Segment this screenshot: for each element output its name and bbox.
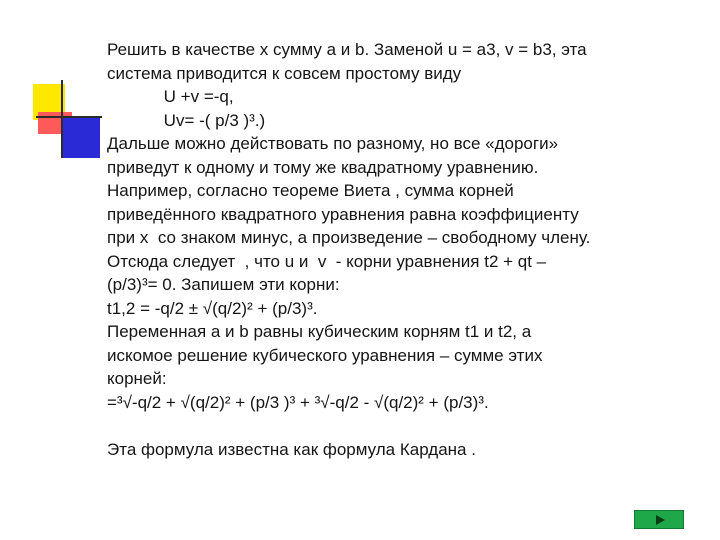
horizontal-line-decoration <box>36 116 102 118</box>
text-line: искомое решение кубического уравнения – сумме этих <box>107 345 543 365</box>
text-line: (p/3)³= 0. Запишем эти корни: <box>107 275 340 294</box>
vertical-line-decoration <box>61 80 63 158</box>
equation-line: Uv= -( p/3 )³.) <box>107 110 266 130</box>
cardano-formula: =³√-q/2 + √(q/2)² + (p/3 )³ + ³√-q/2 - √(q/2)² + (p/3)³. <box>107 392 489 412</box>
blue-square-decoration <box>62 118 100 158</box>
text-line: приведённого квадратного уравнения равна коэффициенту <box>107 204 579 224</box>
play-right-icon <box>656 515 665 525</box>
slide-text <box>107 38 707 461</box>
closing-text: Эта формула известна как формула Кардана . <box>107 439 476 459</box>
text-line: Дальше можно действовать по разному, но все «дороги» <box>107 134 559 153</box>
text-line: система приводится к совсем простому виду <box>107 63 462 83</box>
text-line: корней: <box>107 369 167 388</box>
next-slide-button[interactable] <box>634 510 684 529</box>
equation-line: t1,2 = -q/2 ± √(q/2)² + (p/3)³. <box>107 298 318 318</box>
text-line: Например, согласно теореме Виета , сумма корней <box>107 181 514 200</box>
text-line: при x со знаком минус, а произведение – свободному члену. <box>107 228 591 247</box>
text-line: приведут к одному и тому же квадратному уравнению. <box>107 157 539 177</box>
blank-line <box>107 414 707 438</box>
text-line: Отсюда следует , что u и v - корни уравнения t2 + qt – <box>107 251 547 271</box>
text-line: Решить в качестве x сумму a и b. Заменой u = a3, v = b3, эта <box>107 40 587 59</box>
text-line: Переменная a и b равны кубическим корням t1 и t2, а <box>107 322 532 341</box>
slide-decoration <box>0 0 110 160</box>
equation-line: U +v =-q, <box>107 87 234 106</box>
